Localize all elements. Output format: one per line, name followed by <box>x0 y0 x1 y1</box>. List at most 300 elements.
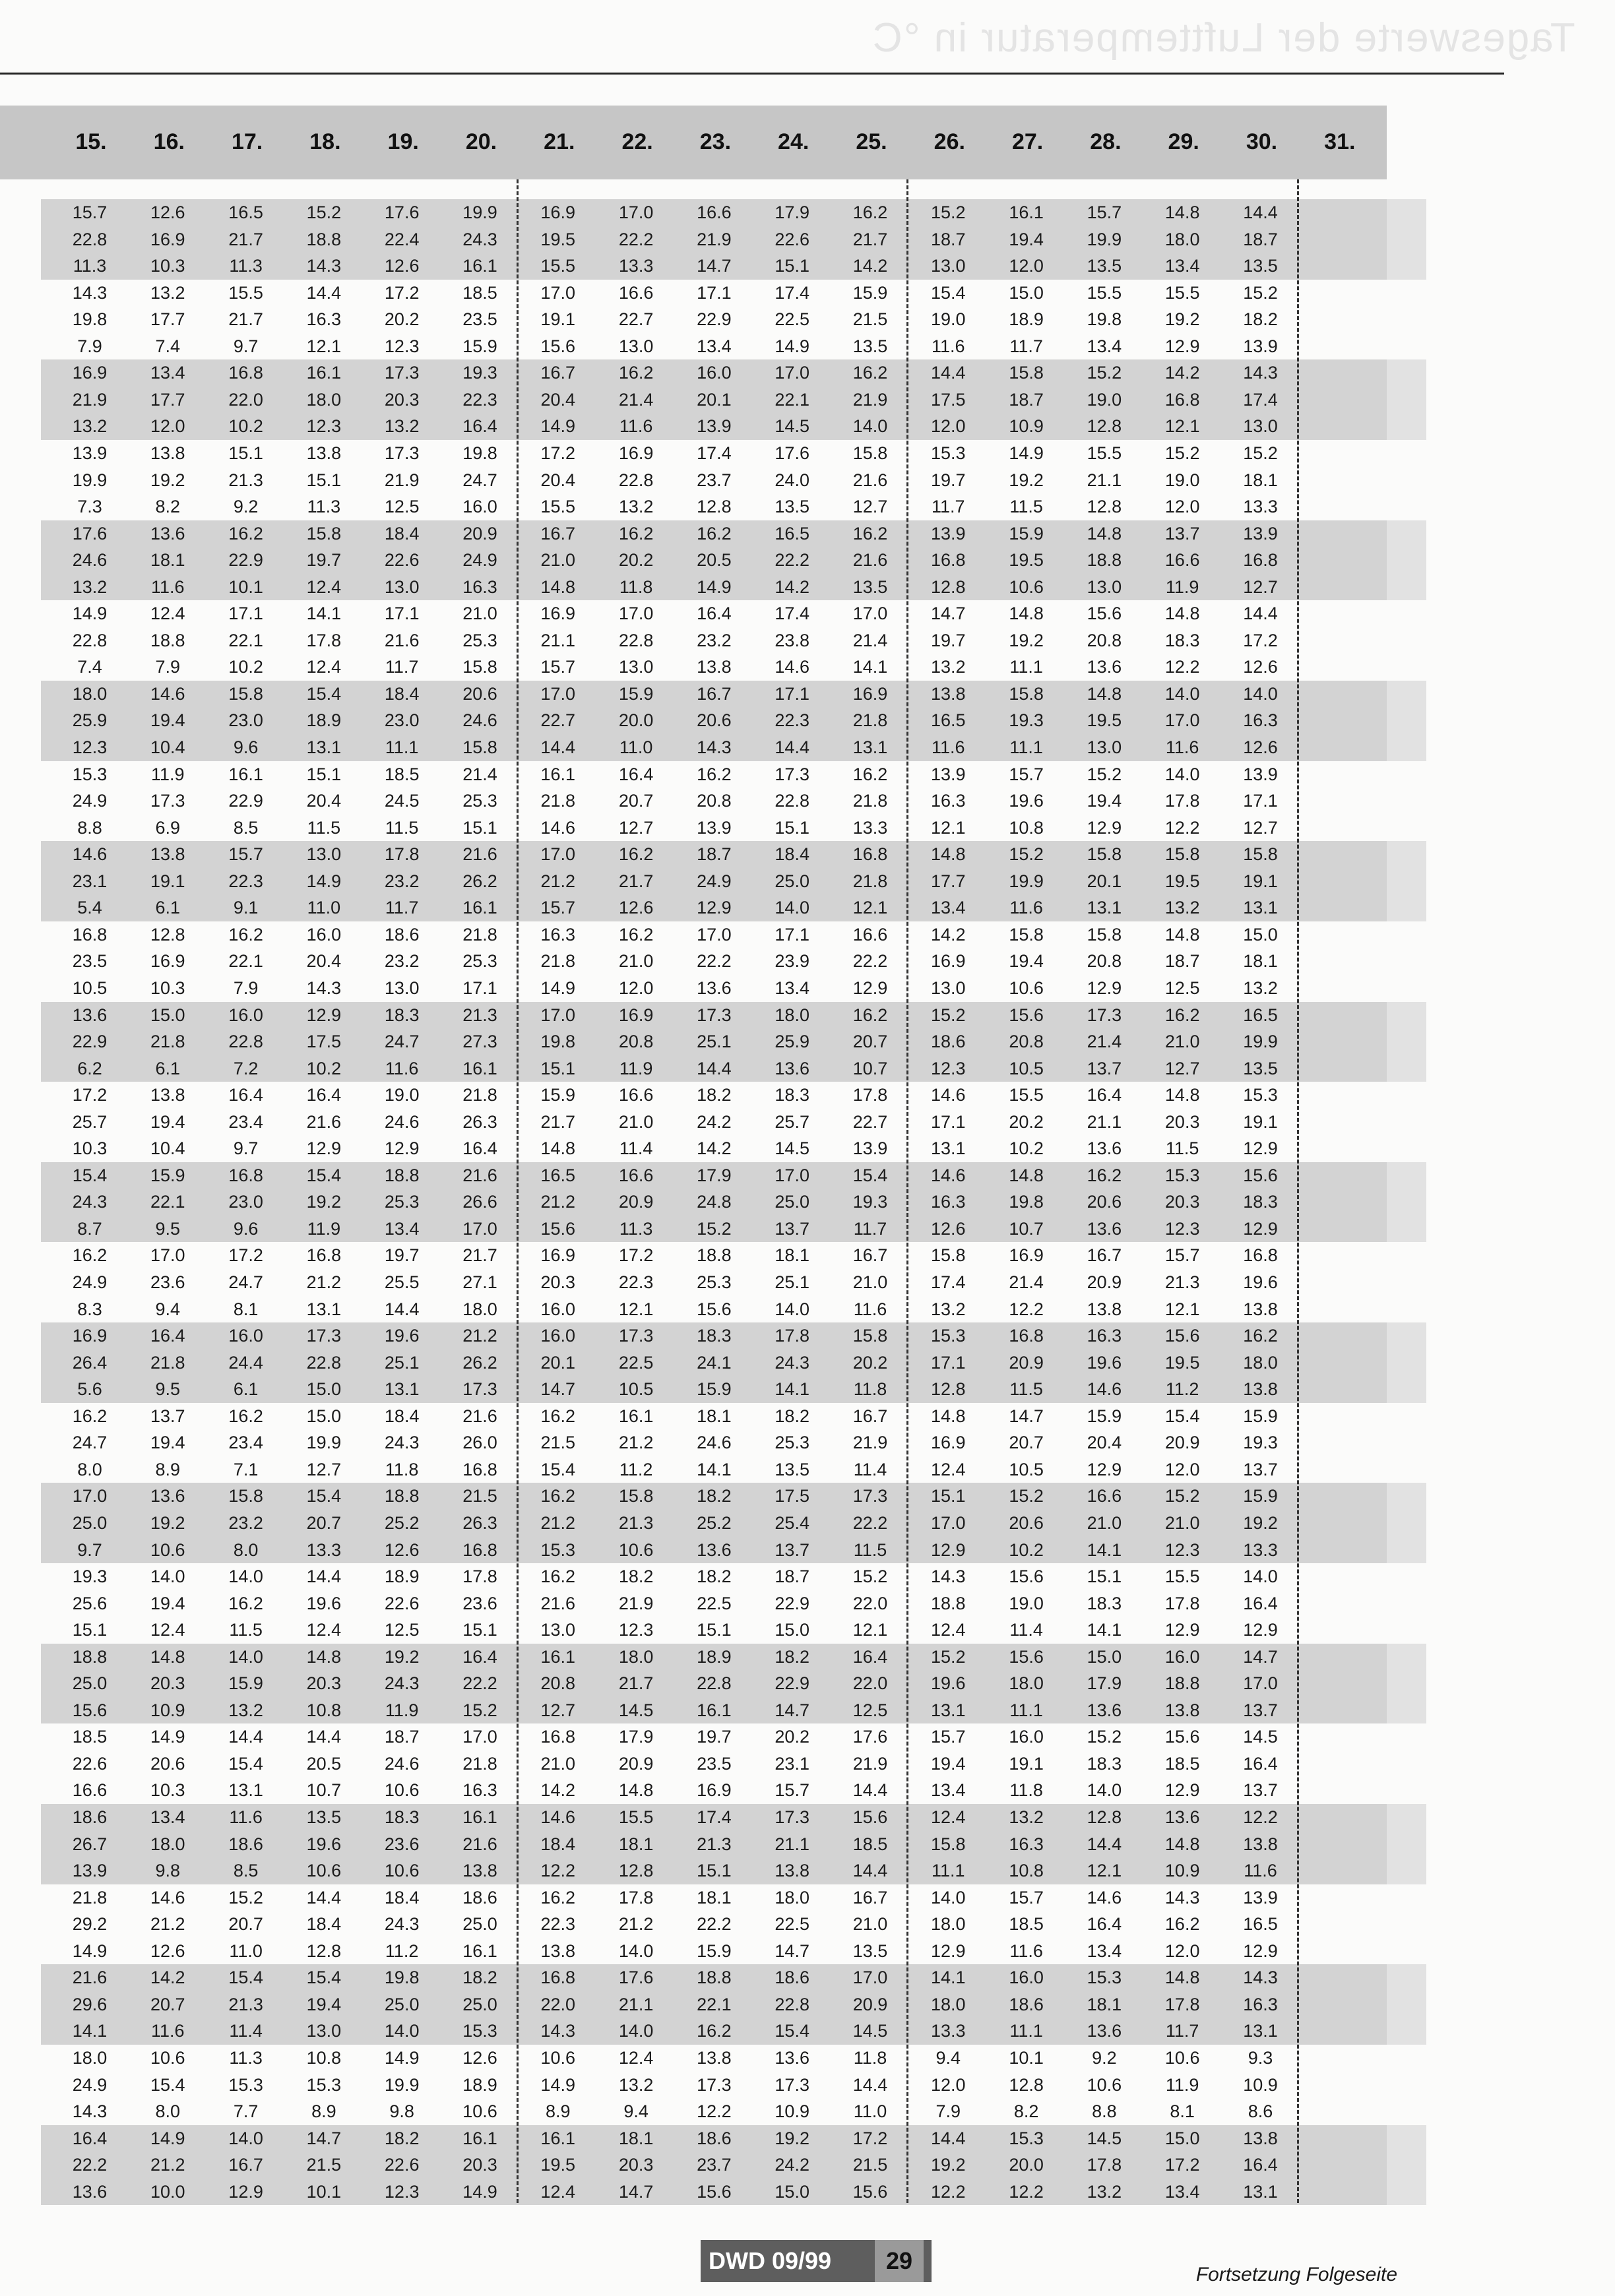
temperature-cell: 14.5 <box>1243 1727 1278 1747</box>
temperature-cell: 20.6 <box>150 1753 185 1774</box>
temperature-cell: 13.8 <box>931 683 966 704</box>
temperature-cell: 10.7 <box>852 1058 888 1078</box>
temperature-cell: 14.3 <box>540 2021 576 2041</box>
temperature-cell: 15.8 <box>1009 683 1044 704</box>
temperature-cell: 24.7 <box>384 1032 420 1052</box>
temperature-cell: 23.0 <box>228 710 263 731</box>
temperature-cell: 24.7 <box>462 470 497 490</box>
temperature-cell: 17.5 <box>775 1486 809 1506</box>
temperature-cell: 15.9 <box>1087 1406 1122 1426</box>
temperature-cell: 16.7 <box>228 2155 263 2175</box>
temperature-cell: 13.5 <box>1087 256 1122 276</box>
temperature-cell: 16.2 <box>72 1406 108 1426</box>
temperature-cell: 17.0 <box>775 363 809 383</box>
temperature-cell: 15.3 <box>931 1326 966 1346</box>
temperature-cell: 6.2 <box>77 1058 102 1078</box>
temperature-cell: 22.7 <box>618 309 654 330</box>
temperature-cell: 19.6 <box>306 1834 342 1854</box>
temperature-cell: 24.6 <box>384 1753 420 1774</box>
temperature-cell: 19.6 <box>931 1673 966 1694</box>
temperature-cell: 21.0 <box>618 951 654 972</box>
temperature-cell: 15.2 <box>1164 1486 1200 1506</box>
temperature-cell: 15.4 <box>931 282 966 303</box>
temperature-cell: 26.3 <box>462 1512 497 1533</box>
temperature-cell: 18.8 <box>384 1165 420 1185</box>
temperature-cell: 18.6 <box>384 924 420 945</box>
temperature-cell: 13.3 <box>618 256 654 276</box>
temperature-cell: 13.4 <box>150 363 185 383</box>
temperature-cell: 19.4 <box>150 1593 185 1613</box>
temperature-cell: 15.2 <box>1243 282 1278 303</box>
temperature-cell: 15.8 <box>931 1245 966 1266</box>
temperature-cell: 17.8 <box>1164 791 1200 811</box>
temperature-cell: 21.8 <box>462 924 497 945</box>
temperature-cell: 14.2 <box>931 924 966 945</box>
temperature-cell: 9.6 <box>233 737 259 757</box>
temperature-cell: 13.6 <box>1087 1138 1122 1159</box>
temperature-cell: 14.5 <box>775 416 809 437</box>
temperature-cell: 10.2 <box>228 416 263 437</box>
temperature-cell: 19.4 <box>1009 229 1044 249</box>
temperature-cell: 16.7 <box>540 523 576 543</box>
temperature-cell: 15.9 <box>1243 1406 1278 1426</box>
temperature-cell: 17.6 <box>618 1968 654 1988</box>
temperature-cell: 13.6 <box>150 523 185 543</box>
temperature-cell: 14.4 <box>852 1780 888 1801</box>
temperature-cell: 18.3 <box>1164 630 1200 650</box>
temperature-cell: 16.9 <box>1009 1245 1044 1266</box>
temperature-cell: 20.9 <box>1087 1272 1122 1292</box>
temperature-cell: 20.3 <box>618 2155 654 2175</box>
day-header: 20. <box>465 129 497 154</box>
temperature-cell: 12.8 <box>618 1861 654 1881</box>
temperature-cell: 23.6 <box>150 1272 185 1292</box>
temperature-cell: 14.3 <box>306 256 342 276</box>
temperature-cell: 21.3 <box>697 1834 732 1854</box>
temperature-cell: 10.7 <box>1009 1218 1044 1239</box>
temperature-cell: 13.2 <box>618 497 654 517</box>
temperature-cell: 16.1 <box>618 1406 654 1426</box>
temperature-cell: 12.6 <box>931 1218 966 1239</box>
temperature-cell: 14.3 <box>306 977 342 998</box>
temperature-cell: 10.1 <box>228 576 263 597</box>
temperature-cell: 14.7 <box>306 2128 342 2148</box>
temperature-cell: 14.2 <box>540 1780 576 1801</box>
temperature-cell: 13.1 <box>931 1138 966 1159</box>
temperature-cell: 11.1 <box>1009 657 1043 677</box>
temperature-cell: 17.4 <box>697 443 732 463</box>
temperature-cell: 18.0 <box>931 1914 966 1935</box>
temperature-cell: 18.9 <box>462 2074 497 2095</box>
temperature-cell: 14.3 <box>72 282 108 303</box>
temperature-cell: 15.2 <box>1243 443 1278 463</box>
temperature-cell: 20.5 <box>306 1753 342 1774</box>
temperature-cell: 13.8 <box>775 1861 809 1881</box>
temperature-cell: 19.7 <box>931 630 966 650</box>
temperature-cell: 8.0 <box>155 2101 181 2122</box>
temperature-cell: 24.4 <box>228 1352 263 1373</box>
temperature-cell: 18.6 <box>462 1887 497 1908</box>
temperature-cell: 26.2 <box>462 1352 497 1373</box>
temperature-cell: 15.8 <box>1087 844 1122 865</box>
temperature-cell: 25.1 <box>697 1032 732 1052</box>
temperature-cell: 15.4 <box>775 2021 809 2041</box>
temperature-cell: 12.6 <box>1243 657 1278 677</box>
temperature-cell: 14.6 <box>540 1807 576 1827</box>
temperature-cell: 10.0 <box>150 2181 185 2202</box>
day-header: 22. <box>621 129 653 154</box>
temperature-cell: 15.1 <box>697 1861 732 1881</box>
temperature-cell: 10.6 <box>618 1539 654 1560</box>
temperature-cell: 19.8 <box>384 1968 420 1988</box>
group-band-edge <box>1387 359 1426 440</box>
temperature-cell: 14.4 <box>1243 202 1278 222</box>
temperature-cell: 16.9 <box>852 683 888 704</box>
temperature-cell: 12.9 <box>306 1005 342 1025</box>
temperature-cell: 22.6 <box>72 1753 108 1774</box>
temperature-cell: 17.0 <box>150 1245 185 1266</box>
temperature-cell: 11.5 <box>1009 1379 1043 1400</box>
temperature-cell: 12.7 <box>1243 817 1278 838</box>
temperature-cell: 12.4 <box>618 2047 654 2068</box>
temperature-cell: 15.4 <box>306 1486 342 1506</box>
temperature-cell: 12.3 <box>931 1058 966 1078</box>
temperature-cell: 13.0 <box>1243 416 1278 437</box>
temperature-cell: 16.4 <box>1243 1753 1278 1774</box>
temperature-cell: 16.2 <box>228 924 263 945</box>
temperature-cell: 18.2 <box>384 2128 420 2148</box>
temperature-cell: 22.9 <box>72 1032 108 1052</box>
temperature-cell: 17.3 <box>1087 1005 1122 1025</box>
temperature-cell: 14.1 <box>697 1459 732 1479</box>
temperature-cell: 13.9 <box>931 764 966 784</box>
temperature-cell: 18.6 <box>931 1032 966 1052</box>
temperature-cell: 10.2 <box>1009 1138 1044 1159</box>
temperature-cell: 17.0 <box>540 683 576 704</box>
temperature-cell: 11.6 <box>151 2021 185 2041</box>
day-header: 26. <box>934 129 965 154</box>
temperature-cell: 8.2 <box>155 497 181 517</box>
temperature-cell: 10.2 <box>228 657 263 677</box>
temperature-cell: 16.8 <box>306 1245 342 1266</box>
temperature-cell: 14.8 <box>931 1406 966 1426</box>
temperature-cell: 21.7 <box>228 229 263 249</box>
temperature-cell: 17.6 <box>775 443 809 463</box>
temperature-cell: 15.0 <box>1243 924 1278 945</box>
temperature-cell: 10.6 <box>1087 2074 1122 2095</box>
temperature-cell: 15.0 <box>306 1379 342 1400</box>
temperature-cell: 13.0 <box>1087 737 1122 757</box>
temperature-cell: 7.7 <box>233 2101 259 2122</box>
temperature-cell: 14.5 <box>1087 2128 1122 2148</box>
temperature-cell: 18.6 <box>775 1968 809 1988</box>
temperature-cell: 20.9 <box>618 1753 654 1774</box>
temperature-cell: 22.8 <box>775 791 809 811</box>
temperature-cell: 17.3 <box>697 1005 732 1025</box>
temperature-cell: 17.9 <box>618 1727 654 1747</box>
temperature-cell: 13.2 <box>1009 1807 1044 1827</box>
temperature-cell: 13.8 <box>697 2047 732 2068</box>
temperature-cell: 13.7 <box>775 1218 809 1239</box>
temperature-cell: 16.8 <box>540 1968 576 1988</box>
temperature-cell: 24.7 <box>228 1272 263 1292</box>
temperature-cell: 21.0 <box>852 1272 888 1292</box>
temperature-cell: 21.0 <box>540 1753 576 1774</box>
temperature-cell: 21.5 <box>306 2155 342 2175</box>
temperature-cell: 11.5 <box>307 817 341 838</box>
temperature-cell: 15.0 <box>1087 1646 1122 1667</box>
temperature-cell: 16.1 <box>462 1940 497 1961</box>
temperature-cell: 18.8 <box>306 229 342 249</box>
temperature-cell: 21.5 <box>540 1433 576 1453</box>
temperature-cell: 15.8 <box>1009 363 1044 383</box>
temperature-cell: 18.7 <box>775 1567 809 1587</box>
temperature-cell: 14.8 <box>1087 683 1122 704</box>
temperature-cell: 17.3 <box>697 2074 732 2095</box>
temperature-cell: 24.2 <box>697 1111 732 1132</box>
temperature-cell: 13.2 <box>72 416 108 437</box>
temperature-cell: 15.2 <box>931 202 966 222</box>
temperature-cell: 10.8 <box>306 1700 342 1720</box>
temperature-cell: 21.0 <box>1164 1032 1200 1052</box>
temperature-cell: 12.7 <box>852 497 888 517</box>
temperature-cell: 14.6 <box>931 1085 966 1105</box>
temperature-cell: 19.2 <box>1164 309 1200 330</box>
temperature-cell: 19.7 <box>931 470 966 490</box>
temperature-cell: 17.8 <box>384 844 420 865</box>
week-separator-line <box>1297 179 1299 2203</box>
temperature-cell: 21.2 <box>462 1326 497 1346</box>
temperature-cell: 22.0 <box>852 1673 888 1694</box>
group-band-edge <box>1387 2125 1426 2206</box>
temperature-cell: 18.4 <box>384 523 420 543</box>
temperature-cell: 15.3 <box>228 2074 263 2095</box>
temperature-cell: 12.1 <box>1087 1861 1122 1881</box>
temperature-cell: 12.3 <box>1164 1218 1200 1239</box>
temperature-cell: 14.8 <box>1164 1834 1200 1854</box>
temperature-cell: 12.6 <box>618 898 654 918</box>
temperature-cell: 15.5 <box>540 256 576 276</box>
temperature-cell: 16.2 <box>852 202 888 222</box>
temperature-cell: 16.4 <box>852 1646 888 1667</box>
temperature-cell: 14.7 <box>775 1700 809 1720</box>
temperature-cell: 8.6 <box>1248 2101 1273 2122</box>
temperature-cell: 18.8 <box>384 1486 420 1506</box>
group-band-edge <box>1387 1964 1426 2045</box>
temperature-cell: 13.8 <box>697 657 732 677</box>
temperature-cell: 14.0 <box>775 898 809 918</box>
temperature-cell: 15.1 <box>462 817 497 838</box>
temperature-cell: 19.5 <box>540 2155 576 2175</box>
temperature-cell: 20.8 <box>1087 951 1122 972</box>
temperature-cell: 18.1 <box>775 1245 809 1266</box>
temperature-cell: 25.5 <box>384 1272 420 1292</box>
temperature-cell: 19.8 <box>1009 1192 1044 1212</box>
temperature-cell: 12.9 <box>1164 1620 1200 1640</box>
temperature-cell: 21.9 <box>384 470 420 490</box>
temperature-cell: 15.6 <box>697 1299 732 1319</box>
temperature-cell: 17.3 <box>852 1486 888 1506</box>
temperature-cell: 15.1 <box>540 1058 576 1078</box>
temperature-cell: 16.1 <box>462 2128 497 2148</box>
temperature-cell: 21.3 <box>1164 1272 1200 1292</box>
temperature-cell: 14.5 <box>618 1700 654 1720</box>
temperature-cell: 14.9 <box>72 604 108 624</box>
temperature-cell: 23.1 <box>72 871 108 891</box>
temperature-cell: 16.2 <box>618 523 654 543</box>
temperature-cell: 14.8 <box>150 1646 185 1667</box>
temperature-cell: 17.3 <box>384 443 420 463</box>
temperature-cell: 18.2 <box>1243 309 1278 330</box>
temperature-cell: 18.3 <box>1087 1753 1122 1774</box>
temperature-cell: 19.5 <box>1164 1352 1200 1373</box>
temperature-cell: 16.9 <box>931 1433 966 1453</box>
temperature-cell: 24.6 <box>72 550 108 571</box>
temperature-cell: 11.5 <box>229 1620 263 1640</box>
temperature-cell: 19.2 <box>306 1192 342 1212</box>
temperature-cell: 13.6 <box>697 1539 732 1560</box>
temperature-cell: 22.8 <box>306 1352 342 1373</box>
temperature-cell: 16.2 <box>697 2021 732 2041</box>
temperature-cell: 19.7 <box>697 1727 732 1747</box>
temperature-cell: 15.9 <box>697 1940 732 1961</box>
temperature-cell: 16.1 <box>540 1646 576 1667</box>
temperature-cell: 16.2 <box>1087 1165 1122 1185</box>
temperature-cell: 15.2 <box>1087 363 1122 383</box>
temperature-cell: 15.5 <box>1164 282 1200 303</box>
temperature-cell: 15.9 <box>228 1673 263 1694</box>
temperature-cell: 10.6 <box>306 1861 342 1881</box>
temperature-cell: 21.7 <box>618 871 654 891</box>
temperature-cell: 22.1 <box>228 630 263 650</box>
temperature-cell: 21.9 <box>852 1433 888 1453</box>
temperature-cell: 13.0 <box>384 576 420 597</box>
temperature-cell: 14.0 <box>1243 1567 1278 1587</box>
temperature-cell: 11.7 <box>932 497 965 517</box>
temperature-cell: 26.6 <box>462 1192 497 1212</box>
temperature-cell: 16.1 <box>462 1058 497 1078</box>
day-header: 31. <box>1324 129 1356 154</box>
temperature-cell: 13.3 <box>1243 497 1278 517</box>
temperature-cell: 15.3 <box>1009 2128 1044 2148</box>
temperature-cell: 24.3 <box>384 1433 420 1453</box>
temperature-cell: 17.0 <box>540 1005 576 1025</box>
temperature-cell: 17.1 <box>931 1352 966 1373</box>
temperature-cell: 18.0 <box>72 683 108 704</box>
temperature-cell: 19.8 <box>462 443 497 463</box>
temperature-cell: 21.9 <box>852 1753 888 1774</box>
temperature-cell: 17.3 <box>775 2074 809 2095</box>
temperature-cell: 16.0 <box>462 497 497 517</box>
temperature-cell: 16.2 <box>72 1245 108 1266</box>
temperature-cell: 18.0 <box>1164 229 1200 249</box>
temperature-cell: 26.4 <box>72 1352 108 1373</box>
temperature-cell: 13.2 <box>1243 977 1278 998</box>
temperature-cell: 15.1 <box>228 443 263 463</box>
temperature-cell: 14.6 <box>931 1165 966 1185</box>
temperature-cell: 16.2 <box>852 363 888 383</box>
temperature-cell: 21.8 <box>852 791 888 811</box>
temperature-cell: 22.8 <box>697 1673 732 1694</box>
temperature-cell: 20.8 <box>540 1673 576 1694</box>
temperature-cell: 18.7 <box>931 229 966 249</box>
temperature-cell: 16.2 <box>697 764 732 784</box>
temperature-cell: 20.7 <box>618 791 654 811</box>
temperature-cell: 21.9 <box>618 1593 654 1613</box>
temperature-cell: 19.2 <box>384 1646 420 1667</box>
temperature-cell: 19.0 <box>1164 470 1200 490</box>
day-header: 21. <box>544 129 575 154</box>
temperature-cell: 13.7 <box>775 1539 809 1560</box>
temperature-cell: 7.4 <box>77 657 102 677</box>
temperature-cell: 6.1 <box>155 1058 181 1078</box>
temperature-cell: 15.9 <box>697 1379 732 1400</box>
temperature-cell: 17.2 <box>852 2128 888 2148</box>
temperature-cell: 16.9 <box>931 951 966 972</box>
temperature-cell: 15.6 <box>1243 1165 1278 1185</box>
temperature-cell: 23.7 <box>697 470 732 490</box>
temperature-cell: 21.6 <box>540 1593 576 1613</box>
temperature-cell: 11.4 <box>229 2021 263 2041</box>
temperature-cell: 12.9 <box>931 1940 966 1961</box>
temperature-cell: 21.6 <box>462 1834 497 1854</box>
temperature-cell: 14.9 <box>775 336 809 356</box>
temperature-cell: 16.8 <box>72 924 108 945</box>
temperature-cell: 20.4 <box>540 470 576 490</box>
temperature-cell: 13.8 <box>306 443 342 463</box>
temperature-cell: 18.1 <box>150 550 185 571</box>
temperature-cell: 14.4 <box>852 1861 888 1881</box>
temperature-cell: 18.0 <box>462 1299 497 1319</box>
temperature-cell: 13.9 <box>72 1861 108 1881</box>
temperature-cell: 15.2 <box>228 1887 263 1908</box>
temperature-cell: 17.1 <box>775 683 809 704</box>
temperature-cell: 11.7 <box>1009 336 1043 356</box>
temperature-cell: 13.9 <box>852 1138 888 1159</box>
temperature-cell: 13.2 <box>384 416 420 437</box>
group-band-edge <box>1387 1002 1426 1082</box>
temperature-cell: 25.0 <box>384 1994 420 2014</box>
temperature-cell: 20.0 <box>1009 2155 1044 2175</box>
temperature-cell: 14.9 <box>150 1727 185 1747</box>
temperature-cell: 14.7 <box>1009 1406 1044 1426</box>
temperature-cell: 18.3 <box>697 1326 732 1346</box>
temperature-cell: 16.7 <box>540 363 576 383</box>
temperature-cell: 10.6 <box>1009 977 1044 998</box>
temperature-cell: 10.5 <box>1009 1058 1044 1078</box>
temperature-cell: 18.0 <box>775 1887 809 1908</box>
temperature-cell: 7.1 <box>233 1459 259 1479</box>
temperature-cell: 9.4 <box>623 2101 649 2122</box>
temperature-cell: 8.9 <box>155 1459 181 1479</box>
temperature-cell: 15.6 <box>852 1807 888 1827</box>
temperature-cell: 15.4 <box>228 1968 263 1988</box>
temperature-cell: 16.8 <box>852 844 888 865</box>
temperature-cell: 13.8 <box>540 1940 576 1961</box>
temperature-cell: 20.4 <box>306 791 342 811</box>
temperature-cell: 14.8 <box>306 1646 342 1667</box>
temperature-cell: 23.8 <box>775 630 809 650</box>
temperature-cell: 12.0 <box>931 416 966 437</box>
temperature-cell: 25.0 <box>462 1914 497 1935</box>
temperature-cell: 18.8 <box>697 1968 732 1988</box>
temperature-cell: 25.2 <box>697 1512 732 1533</box>
temperature-cell: 8.0 <box>233 1539 259 1560</box>
temperature-cell: 19.3 <box>1009 710 1044 731</box>
temperature-cell: 11.1 <box>385 737 419 757</box>
temperature-cell: 20.3 <box>1164 1192 1200 1212</box>
temperature-cell: 26.7 <box>72 1834 108 1854</box>
